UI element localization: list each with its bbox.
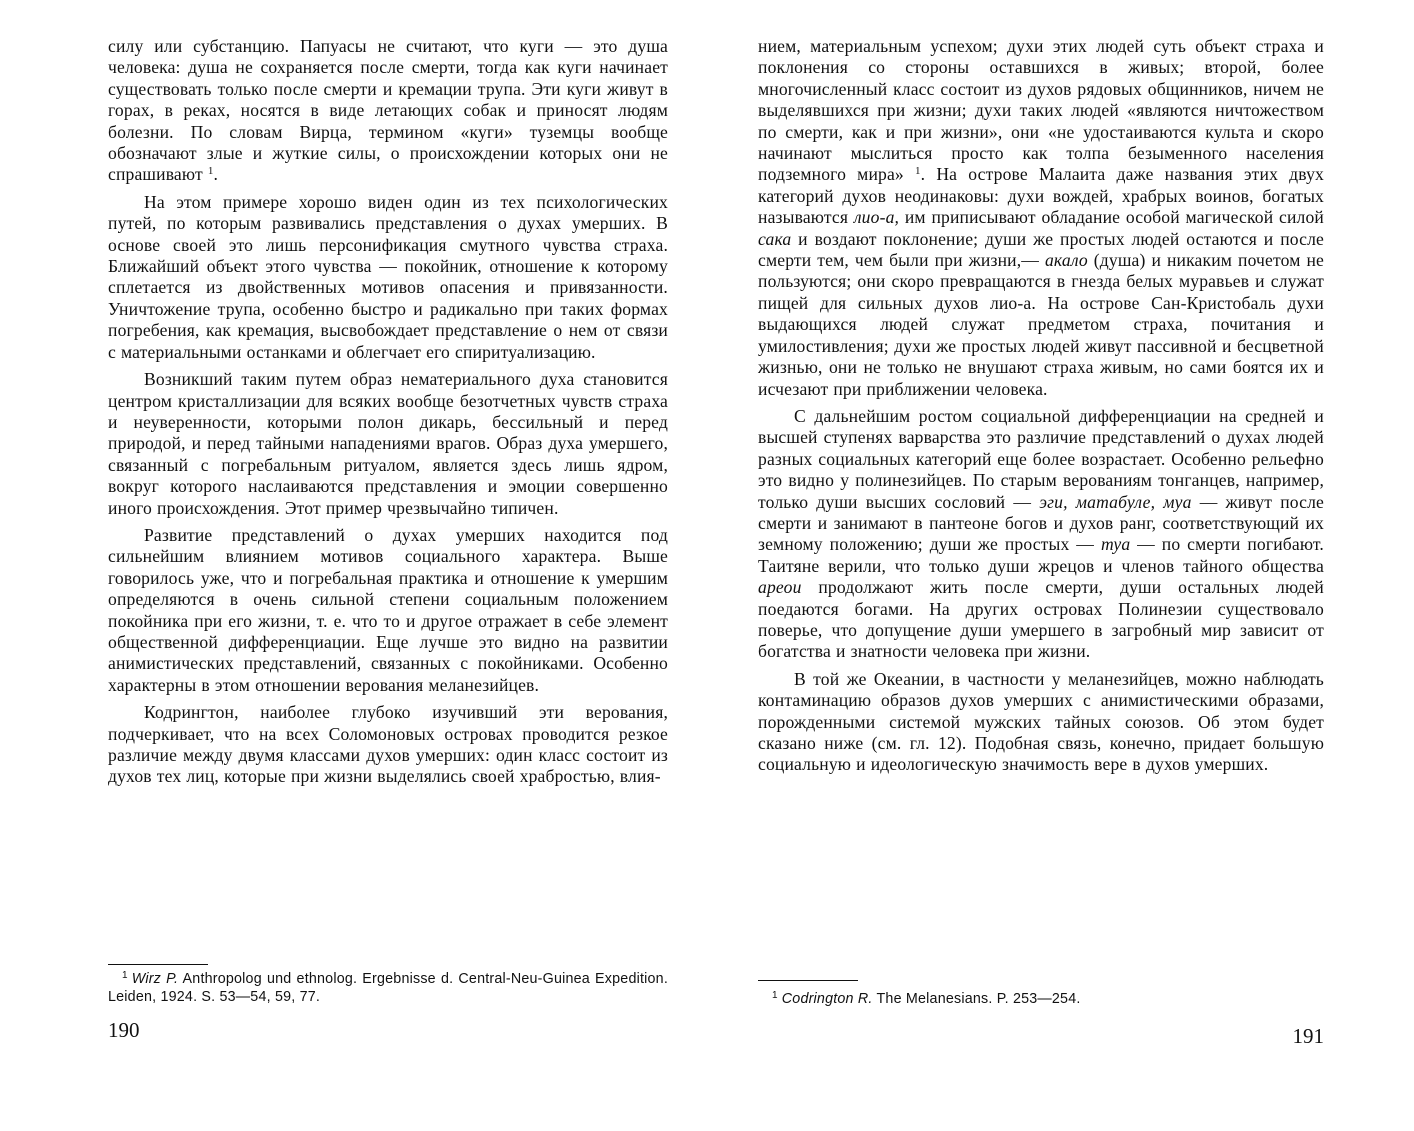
- left-footnote: [108, 970, 668, 1006]
- text-run: и воздают поклонение; души же простых людей остаются и после смерти тем, чем были при жизни,—: [758, 228, 1324, 271]
- text-run: С дальнейшим ростом социальной дифференциации на средней и высшей ступенях варварства это различие представлений о духах людей разных социальных категорий еще более возрастает. Особенно рельефно это видно у полинезийцев. По старым верованиям тонганцев, например, только души высших сословий —: [758, 405, 1324, 512]
- left-page-text: [108, 36, 668, 788]
- text-run: — живут после смерти и занимают в пантеоне богов и духов ранг, соответствующий их земному положению; души же простых —: [758, 491, 1324, 555]
- left-page: [108, 0, 668, 1131]
- page-number-left: 190: [108, 1018, 140, 1042]
- text-run: продолжают жить после смерти, души остальных людей поедаются богами. На других островах Полинезии существовало поверье, что допущение души умершего в загробный мир зависит от богатства и знатности человека при жизни.: [758, 577, 1324, 662]
- text-run: В той же Океании, в частности у меланезийцев, можно наблюдать контаминацию образов духов умерших с анимистическими образами, порожденными системой мужских тайных союзов. Об этом будет сказано ниже (см. гл. 12). Подобная связь, конечно, придает большую социальную и идеологическую значимость вере в духов умерших.: [758, 668, 1324, 775]
- italic-term: туа: [1100, 534, 1131, 555]
- italic-term: лио-а,: [853, 207, 900, 228]
- text-run: The Melanesians. P. 253—254.: [872, 991, 1081, 1007]
- right-page: [758, 0, 1324, 1131]
- footnote-marker: 1: [772, 990, 778, 1001]
- paragraph: [108, 192, 668, 363]
- paragraph: [758, 669, 1324, 776]
- paragraph: [758, 36, 1324, 400]
- text-run: силу или субстанцию. Папуасы не считают, что куги — это душа человека: душа не сохраняется после смерти, тогда как куги начинает существовать только после смерти и кремации трупа. Эти куги живут в горах, в реках, носятся в виде летающих собак и приносят людям болезни. По словам Вирца, термином «куги» туземцы вообще обозначают злые и жуткие силы, о происхождении которых они не спрашивают: [108, 36, 668, 185]
- italic-term: акало: [1044, 250, 1088, 271]
- text-run: нием, материальным успехом; духи этих людей суть объект страха и поклонения со стороны оставшихся в живых; второй, более многочисленный класс состоит из духов рядовых общинников, ничем не выделявшихся при жизни; духи таких людей «являются ничтожеством по смерти, как и при жизни», они «не удостаиваются культа и скоро начинают мыслиться просто как толпа безыменного населения подземного мира»: [758, 36, 1324, 185]
- italic-term: ареои: [758, 577, 802, 598]
- text-run: . На острове Малаита даже названия этих двух категорий духов неодинаковы: духи вождей, храбрых воинов, богатых называются: [758, 164, 1325, 228]
- right-page-text: [758, 36, 1324, 776]
- footnote-divider: [758, 980, 858, 981]
- footnote-reference: 1: [207, 165, 214, 178]
- italic-term: сака: [758, 228, 792, 249]
- text-run: .: [213, 164, 219, 185]
- right-footnote: [758, 990, 1324, 1008]
- paragraph: [758, 406, 1324, 663]
- text-run: (душа) и никаким почетом не пользуются; они скоро превращаются в гнезда белых муравьев и служат пищей для сильных духов лио-а. На острове Сан-Кристобаль духи выдающихся людей служат предметом страха, почитания и умилостивления; духи же простых людей живут пассивной и бесцветной жизнью, они не только не внушают страха живым, но сами боятся их и исчезают при приближении человека.: [758, 250, 1324, 399]
- footnote-divider: [108, 964, 208, 965]
- paragraph: [108, 702, 668, 788]
- paragraph: [108, 525, 668, 696]
- text-run: Возникший таким путем образ нематериального духа становится центром кристаллизации для всяких вообще безотчетных чувств страха и неуверенности, которыми полон дикарь, бессильный и перед природой, и перед тайными нападениями врагов. Образ духа умершего, связанный с погребальным ритуалом, является здесь лишь ядром, вокруг которого наслаиваются представления и эмоции совершенно иного происхождения. Этот пример чрезвычайно типичен.: [108, 369, 668, 518]
- text-run: Anthropolog und ethnolog. Ergebnisse d. Central-Neu-Guinea Expedition. Leiden, 1924. S. 53—54, 59, 77.: [108, 971, 668, 1005]
- footnote-reference: 1: [915, 165, 921, 178]
- footnote-marker: 1: [122, 970, 128, 981]
- paragraph: [108, 369, 668, 519]
- text-run: Кодрингтон, наиболее глубоко изучивший эти верования, подчеркивает, что на всех Соломоновых островах проводится резкое различие между двумя классами духов умерших: один класс состоит из духов тех лиц, которые при жизни выделялись своей храбростью, влия-: [108, 702, 668, 787]
- text-run: — по смерти погибают. Таитяне верили, что только души жрецов и членов тайного общества: [758, 534, 1324, 576]
- text-run: На этом примере хорошо виден один из тех психологических путей, по которым развивались представления о духах умерших. В основе своей это лишь персонификация смутного чувства страха. Ближайший объект этого чувства — покойник, отношение к которому сплетается из двойственных мотивов опасения и привязанности. Уничтожение трупа, особенно быстро и радикально при таких формах погребения, как кремация, высвобождает представление о нем от связи с материальными останками и облегчает его спиритуализацию.: [108, 191, 668, 362]
- text-run: Развитие представлений о духах умерших находится под сильнейшим влиянием мотивов социального характера. Выше говорилось уже, что и погребальная практика и отношение к умершим определяются в очень сильной степени социальным положением покойника при его жизни, т. е. что то и другое отражает в себе элемент общественной дифференциации. Еще лучше это видно на развитии анимистических представлений, связанных с покойниками. Особенно характерны в этом отношении верования меланезийцев.: [108, 524, 668, 695]
- page-number-right: 191: [1292, 1024, 1324, 1048]
- paragraph: [108, 36, 668, 186]
- italic-term: Codrington R.: [781, 991, 873, 1007]
- italic-term: Wirz P.: [131, 971, 179, 987]
- text-run: им приписывают обладание особой магической силой: [899, 207, 1324, 228]
- italic-term: эги, матабуле, муа: [1039, 491, 1192, 512]
